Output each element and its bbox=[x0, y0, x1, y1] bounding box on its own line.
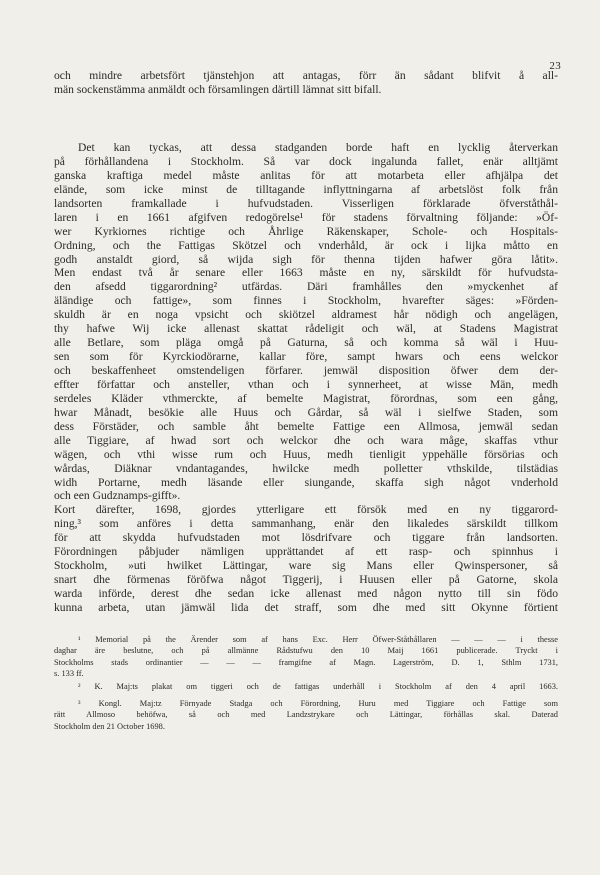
footnote-line: daghar äre beslutne, och på allmänne Rådstufwu den 10 Maij 1661 publicerade. Tryckt i bbox=[54, 646, 558, 656]
text-line: alle Tiggiare, af hwad sort och welckor dhe och wara måge, skaffas vthur bbox=[54, 433, 558, 447]
footnote-line: rätt Allmoso behöfwa, så och med Landzstrykare och Lättingar, förhållas skal. Daterad bbox=[54, 710, 558, 720]
text-line: widh Portarne, medh läsande eller siungande, skaffa sigh något vnderhold bbox=[54, 475, 558, 489]
footnote-line: ¹ Memorial på the Ärender som af hans Exc. Herr Öfwer-Ståthållaren — — — i thesse bbox=[78, 635, 558, 644]
text-line: hwar Månadt, besökie alle Huus och Gårdar, så wäl i sielfwe Staden, som bbox=[54, 405, 558, 419]
text-line: kunna arbeta, utan jämwäl lida det straff, som dhe med sitt Okynne förtient bbox=[54, 600, 558, 614]
text-line: snart dhe förmenas föröfwa något Tiggerij, i Huusen eller på Gatorne, skola bbox=[54, 573, 558, 587]
footnote-line: ² K. Maj:ts plakat om tiggeri och de fattigas underhåll i Stockholm af den 4 april 1663. bbox=[78, 682, 558, 691]
body-paragraphs bbox=[54, 141, 558, 615]
text-line: för att skydda hufvudstaden mot lösdrifvare och tiggare från landsorten. bbox=[54, 531, 558, 545]
footnote-line: Stockholm den 21 October 1698. bbox=[54, 721, 165, 731]
text-line: ning,³ som anföres i detta sammanhang, enär den likaledes särskildt tillkom bbox=[54, 517, 558, 531]
text-line: landsorten framkallade i hufvudstaden. Visserligen förklarade öfverståthål- bbox=[54, 196, 558, 210]
text-line: sen som för Kyrckiodörarne, kallar före, sampt hwars och eens welckor bbox=[54, 350, 558, 364]
footnote-line: Stockholms stads ordinantier — — — framgifne af Magn. Lagerström, D. 1, Sthlm 1731, bbox=[54, 657, 558, 667]
footnote-line: ³ Kongl. Maj:tz Förnyade Stadga och Förordning, Huru med Tiggiare och Fattige som bbox=[78, 699, 558, 708]
text-line: på förhållandena i Stockholm. Så var dock ingalunda fallet, enär alltjämt bbox=[54, 154, 558, 168]
text-line: wårdas, Diäknar vndantagandes, hwilcke medh polletter vthskilde, tilstädias bbox=[54, 461, 558, 475]
text-line: Men endast två år senare eller 1663 måste en ny, särskildt för hufvudsta- bbox=[54, 266, 558, 280]
text-line: warda införde, derest dhe sedan icke allenast med någon nytto till sin födo bbox=[54, 587, 558, 600]
text-line: Ordning, och the Fattigas Skötzel och vnderhåld, är ock i lijka måtto en bbox=[54, 238, 558, 252]
text-line: wer Kyrkiornes richtige och Åhrlige Räkenskaper, Schole- och Hospitals- bbox=[54, 224, 558, 238]
text-line: serdeles Kläder vthmerckte, af bemelte Magistrat, förordnas, som een gång, bbox=[54, 391, 558, 405]
text-line: Stockholm, »uti hwilket Lättingar, ware sig Mans eller Qwinspersoner, så bbox=[54, 559, 558, 573]
text-line: män sockenstämma anmäldt och församlingen därtill lämnat sitt bifall. bbox=[54, 82, 382, 96]
footnote-3 bbox=[54, 698, 558, 732]
footnote-2 bbox=[54, 681, 558, 692]
page-number: 23 bbox=[549, 60, 561, 72]
text-line: dess Förstäder, och samble åht bemelte Fattige een Allmosa, jemwäl sedan bbox=[54, 419, 558, 433]
text-line: ganska kraftiga medel måste anlitas för att motarbeta eller afhjälpa det bbox=[54, 168, 558, 182]
text-line: elände, som icke minst de tilltagande inflyttningarna af arbetslöst folk från bbox=[54, 182, 558, 196]
footnote-1 bbox=[54, 634, 558, 679]
text-line: godh anstaldt giord, så wijda sigh för thenna tijden hafwer göra låtit». bbox=[54, 252, 558, 266]
text-line: Kort därefter, 1698, gjordes ytterligare ett försök med en ny tiggarord- bbox=[54, 503, 558, 517]
intro-paragraph bbox=[54, 69, 558, 97]
text-line: laren i en 1661 afgifven redogörelse¹ för stadens förvaltning följande: »Öf- bbox=[54, 210, 558, 224]
text-line: skuldh är en noga vpsicht och skiötzel aldramest hår nödigh och angelägen, bbox=[54, 308, 558, 322]
text-line: alle Betlare, som pläga omgå på Gaturna, så och komma så wäl i Huu- bbox=[54, 336, 558, 350]
text-line: och een Gudznamps-gifft». bbox=[54, 489, 181, 503]
text-line: thy hafwe Wij icke allenast skattat rådeligit och wäl, at Stadens Magistrat bbox=[54, 322, 558, 336]
text-line: Förordningen påbjuder nämligen upprättandet af ett rasp- och spinnhus i bbox=[54, 545, 558, 559]
text-line: Det kan tyckas, att dessa stadganden borde haft en lycklig återverkan bbox=[78, 141, 558, 154]
text-line: och mindre arbetsfört tjänstehjon att antagas, förr än sådant blifvit å all- bbox=[54, 69, 558, 82]
text-line: den afsedd tiggarordning² utfärdas. Däri framhålles den »myckenhet af bbox=[54, 280, 558, 294]
text-line: wägen, och vthi wisse rum och Huus, medh tienligit yppehälle försörias och bbox=[54, 447, 558, 461]
text-line: effter författar och ansteller, vthan och i synnerheet, at wisse Män, medh bbox=[54, 377, 558, 391]
text-line: och beskaffenheet omstendeligen förfarer. jemwäl disposition öfwer dem der- bbox=[54, 364, 558, 377]
text-line: äländige och fattige», som finnes i Stockholm, hvarefter säges: »Förden- bbox=[54, 294, 558, 308]
footnote-line: s. 133 ff. bbox=[54, 668, 84, 678]
